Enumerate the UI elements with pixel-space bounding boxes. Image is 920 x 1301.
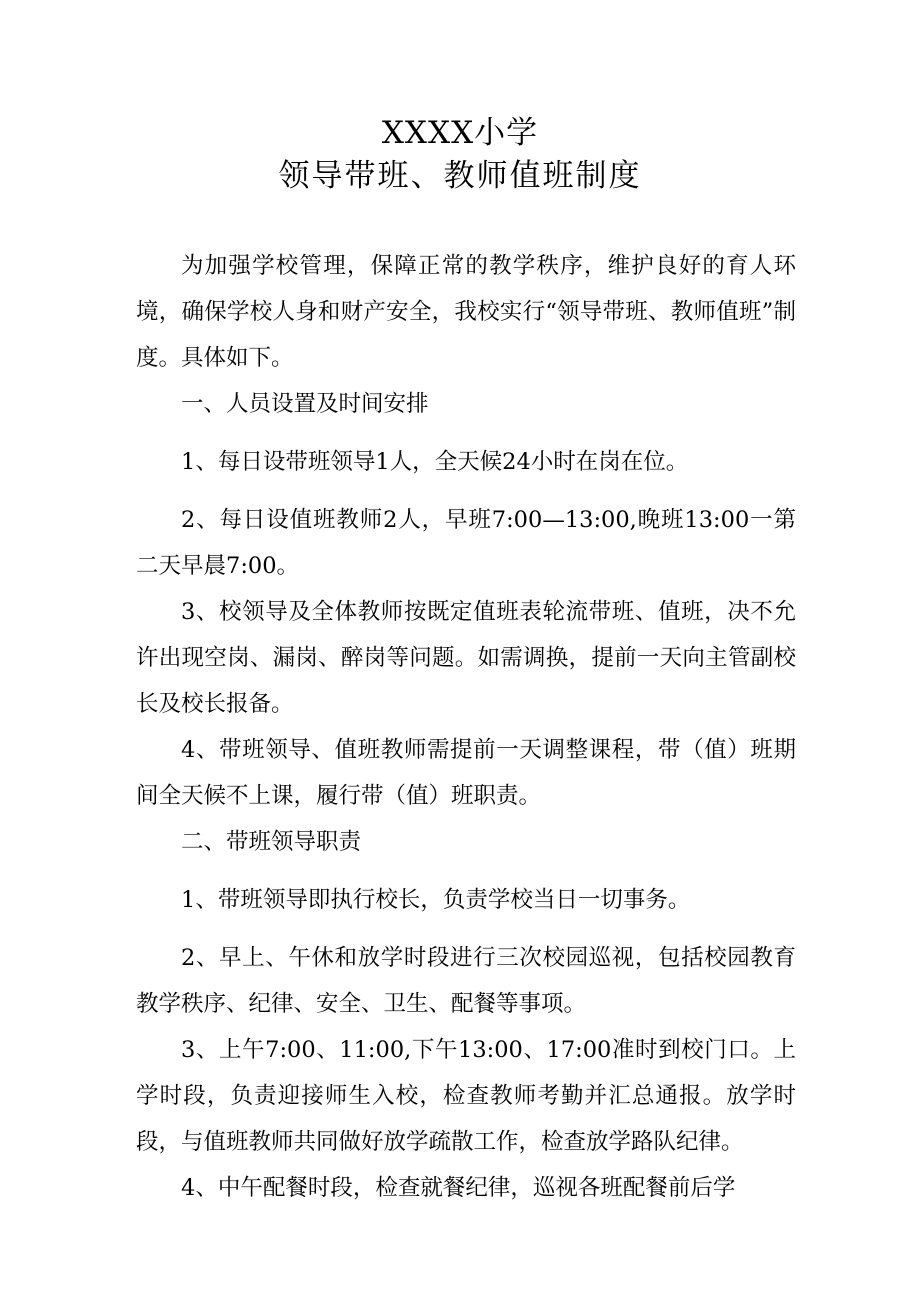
section-heading-staffing: 一、人员设置及时间安排 [181,391,429,417]
paragraph-item-3: 3、校领导及全体教师按既定值班表轮流带班、值班，决不允许出现空岗、漏岗、醉岗等问题。如需调换，提前一天向主管副校长及校长报备。 [136,599,796,717]
paragraph-item-4: 4、带班领导、值班教师需提前一天调整课程，带（值）班期间全天候不上课，履行带（值）班职责。 [136,737,796,809]
section-heading-duties: 二、带班领导职责 [181,829,362,855]
document-title-school: XXXX小学 [381,115,539,151]
document-title-system: 领导带班、教师值班制度 [278,158,642,194]
paragraph-duty-3: 3、上午7:00、11:00,下午13:00、17:00准时到校门口。上学时段，负责迎接师生入校，检查教师考勤并汇总通报。放学时段，与值班教师共同做好放学疏散工作，检查放学路队纪律。 [136,1037,796,1155]
paragraph-duty-1: 1、带班领导即执行校长，负责学校当日一切事务。 [181,887,691,913]
paragraph-item-1: 1、每日设带班领导1人，全天候24小时在岗在位。 [181,449,689,475]
paragraph-duty-2: 2、早上、午休和放学时段进行三次校园巡视，包括校园教育教学秩序、纪律、安全、卫生、配餐等事项。 [136,945,796,1017]
paragraph-duty-4: 4、中午配餐时段，检查就餐纪律，巡视各班配餐前后学 [181,1175,736,1201]
document-body [136,243,796,1211]
paragraph-item-2: 2、每日设值班教师2人，早班7:00—13:00,晚班13:00一第二天早晨7:00。 [136,507,796,579]
paragraph-intro: 为加强学校管理，保障正常的教学秩序，维护良好的育人环境，确保学校人身和财产安全，我校实行“领导带班、教师值班”制度。具体如下。 [136,253,796,371]
